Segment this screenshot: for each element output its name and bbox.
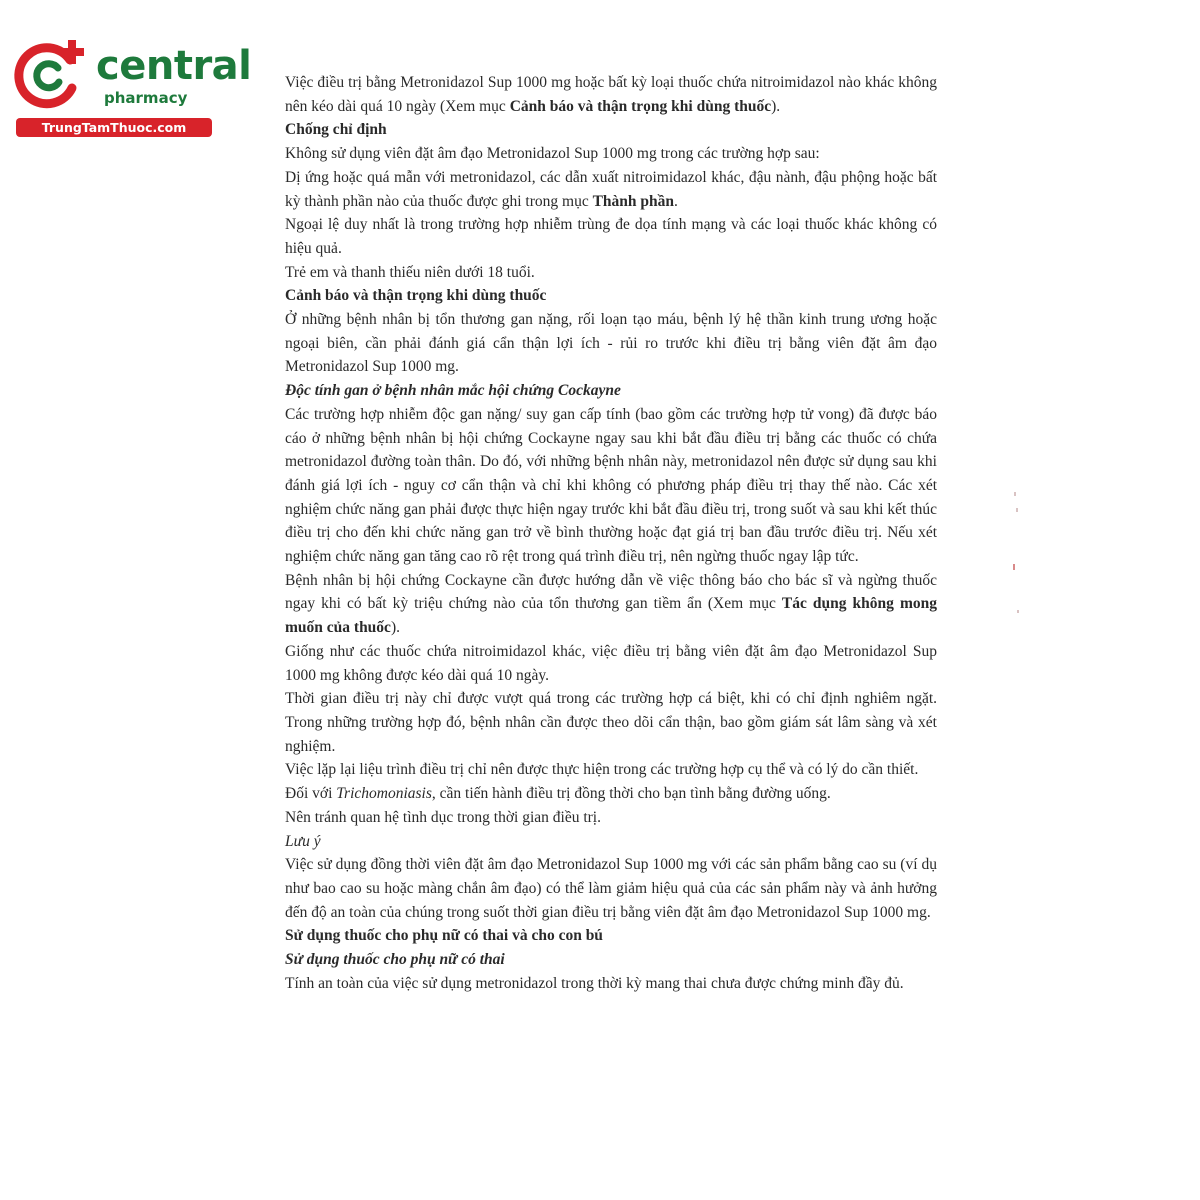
paragraph (285, 71, 937, 118)
heading-contraindications: Chống chỉ định (285, 121, 387, 139)
paragraph: Ở những bệnh nhân bị tổn thương gan nặng, rối loạn tạo máu, bệnh lý hệ thần kinh trung ương hoặc ngoại biên, cần phải đánh giá cẩn thận lợi ích - rủi ro trước khi điều trị bằng viên đặt âm đạo Metronidazol Sup 1000 mg. (285, 311, 937, 376)
pharmacy-cross-icon (12, 38, 90, 110)
paragraph: Tính an toàn của việc sử dụng metronidazol trong thời kỳ mang thai chưa được chứng minh đầy đủ. (285, 974, 904, 992)
scan-mark (1017, 610, 1019, 613)
scan-mark (1014, 492, 1016, 496)
brand-url[interactable]: TrungTamThuoc.com (16, 118, 212, 137)
text: , cần tiến hành điều trị đồng thời cho bạn tình bằng đường uống. (431, 785, 831, 803)
document-body (285, 71, 937, 995)
heading-note: Lưu ý (285, 832, 321, 850)
paragraph (285, 782, 937, 806)
text: Bệnh nhân bị hội chứng Cockayne cần được hướng dẫn về việc thông báo cho bác sĩ và ngừng thuốc ngay khi có bất kỳ triệu chứng nào của tổn thương gan tiềm ẩn (Xem mục (285, 571, 937, 613)
paragraph: Việc sử dụng đồng thời viên đặt âm đạo Metronidazol Sup 1000 mg với các sản phẩm bằng cao su (ví dụ như bao cao su hoặc màng chắn âm đạo) có thể làm giảm hiệu quả của các sản phẩm này và ảnh hưởng đến độ an toàn của chúng trong suốt thời gian điều trị bằng viên đặt âm đạo Metronidazol Sup 1000 mg. (285, 856, 937, 921)
heading-cockayne: Độc tính gan ở bệnh nhân mắc hội chứng Cockayne (285, 382, 621, 400)
paragraph: Các trường hợp nhiễm độc gan nặng/ suy gan cấp tính (bao gồm các trường hợp tử vong) đã được báo cáo ở những bệnh nhân bị hội chứng Cockayne ngay sau khi bắt đầu điều trị bằng các thuốc có chứa metronidazol đường toàn thân. Do đó, với những bệnh nhân này, metronidazol nên được sử dụng sau khi đánh giá lợi ích - nguy cơ cẩn thận và chỉ khi không có phương pháp điều trị thay thế nào. Các xét nghiệm chức năng gan phải được thực hiện ngay trước khi bắt đầu điều trị, trong suốt và sau khi kết thúc điều trị cho đến khi chức năng gan trở về bình thường hoặc đạt giá trị ban đầu trước điều trị. Nếu xét nghiệm chức năng gan tăng cao rõ rệt trong quá trình điều trị, nên ngừng thuốc ngay lập tức. (285, 405, 937, 566)
brand-subtitle: pharmacy (104, 89, 188, 107)
heading-warnings: Cảnh báo và thận trọng khi dùng thuốc (285, 287, 547, 305)
italic-term: Trichomoniasis (336, 785, 432, 803)
paragraph: Thời gian điều trị này chỉ được vượt quá trong các trường hợp cá biệt, khi có chỉ định nghiêm ngặt. Trong những trường hợp đó, bệnh nhân cần được theo dõi cẩn thận, bao gồm giám sát lâm sàng và xét nghiệm. (285, 690, 937, 755)
text: . (674, 192, 678, 210)
paragraph: Việc lặp lại liệu trình điều trị chỉ nên được thực hiện trong các trường hợp cụ thể và có lý do cần thiết. (285, 761, 919, 779)
brand-name: central (96, 43, 252, 89)
text: Đối với (285, 785, 337, 803)
scan-mark (1013, 564, 1015, 570)
paragraph: Trẻ em và thanh thiếu niên dưới 18 tuổi. (285, 263, 535, 281)
section-reference: Tác dụng không mong muốn của thuốc (285, 595, 937, 637)
scan-mark (1016, 508, 1018, 512)
text: ). (771, 97, 781, 115)
paragraph: Không sử dụng viên đặt âm đạo Metronidazol Sup 1000 mg trong các trường hợp sau: (285, 145, 820, 163)
paragraph: Giống như các thuốc chứa nitroimidazol khác, việc điều trị bằng viên đặt âm đạo Metronidazol Sup 1000 mg không được kéo dài quá 10 ngày. (285, 642, 937, 684)
brand-logo[interactable] (12, 38, 252, 138)
section-reference: Thành phần (592, 192, 675, 210)
paragraph: Ngoại lệ duy nhất là trong trường hợp nhiễm trùng đe dọa tính mạng và các loại thuốc khác không có hiệu quả. (285, 216, 937, 257)
text: ). (390, 619, 400, 637)
section-reference: Cảnh báo và thận trọng khi dùng thuốc (509, 97, 772, 115)
heading-pregnancy-lactation: Sử dụng thuốc cho phụ nữ có thai và cho con bú (285, 927, 603, 945)
paragraph (285, 166, 937, 213)
paragraph (285, 569, 937, 640)
heading-pregnancy: Sử dụng thuốc cho phụ nữ có thai (285, 951, 505, 969)
paragraph: Nên tránh quan hệ tình dục trong thời gian điều trị. (285, 808, 601, 826)
text: Việc điều trị bằng Metronidazol Sup 1000 mg hoặc bất kỳ loại thuốc chứa nitroimidazol nào khác không nên kéo dài quá 10 ngày (Xem mục (285, 74, 937, 115)
text: Dị ứng hoặc quá mẫn với metronidazol, các dẫn xuất nitroimidazol khác, đậu nành, đậu phộng hoặc bất kỳ thành phần nào của thuốc được ghi trong mục (285, 168, 937, 210)
